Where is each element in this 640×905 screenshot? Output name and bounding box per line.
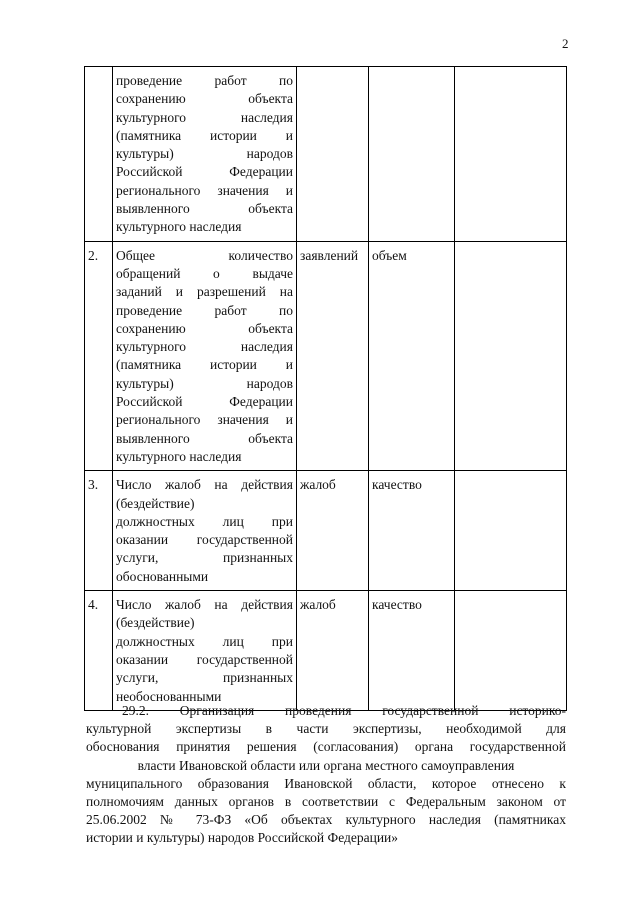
section-29-2: [86, 702, 566, 848]
indicator-name-line: Общее количество: [116, 247, 293, 263]
indicator-name-line: (памятника истории и: [116, 127, 293, 143]
indicator-name-line: необоснованными: [116, 688, 222, 704]
indicator-name-line: культурного наследия: [116, 339, 293, 355]
indicator-name-line: должностных лиц при: [116, 633, 293, 649]
indicator-name-line: культуры) народов: [116, 375, 293, 391]
indicator-name-line: регионального значения и: [116, 182, 293, 198]
section-line: полномочиям данных органов в соответствии с Федеральным законом от: [86, 794, 566, 810]
unit-cell: жалоб: [297, 591, 369, 711]
indicator-name-line: Российской Федерации: [116, 164, 293, 180]
table-row: [85, 241, 567, 471]
table-row: [85, 67, 567, 242]
empty-cell: [455, 591, 567, 711]
indicator-name: [113, 591, 297, 711]
indicators-table: [84, 66, 567, 711]
indicator-name-line: культурного наследия: [116, 109, 293, 125]
empty-cell: [455, 471, 567, 591]
indicator-name-line: (бездействие): [116, 615, 195, 631]
unit-cell: [297, 67, 369, 242]
type-cell: качество: [369, 471, 455, 591]
section-line: муниципального образования Ивановской области, которое отнесено к: [86, 775, 566, 791]
row-number: [85, 67, 113, 242]
section-line: 25.06.2002 № 73-ФЗ «Об объектах культурного наследия (памятниках: [86, 812, 566, 828]
indicator-name-line: заданий и разрешений на: [116, 284, 293, 300]
empty-cell: [455, 241, 567, 471]
page-number: 2: [562, 36, 569, 51]
section-line: власти Ивановской области или органа местного самоуправления: [137, 757, 515, 773]
indicator-name-line: услуги, признанных: [116, 670, 293, 686]
empty-cell: [455, 67, 567, 242]
indicator-name-line: Число жалоб на действия: [116, 597, 293, 613]
indicator-name-line: обращений о выдаче: [116, 265, 293, 281]
indicator-name-line: культурного наследия: [116, 219, 242, 235]
row-number: 2.: [85, 241, 113, 471]
indicator-name-line: культуры) народов: [116, 146, 293, 162]
table-row: [85, 471, 567, 591]
row-number: 3.: [85, 471, 113, 591]
indicator-name-line: сохранению объекта: [116, 91, 293, 107]
indicator-name-line: Число жалоб на действия: [116, 477, 293, 493]
indicator-name-line: выявленного объекта: [116, 430, 293, 446]
indicator-name-line: услуги, признанных: [116, 550, 293, 566]
section-line: истории и культуры) народов Российской Федерации»: [86, 830, 399, 846]
indicator-name-line: выявленного объекта: [116, 201, 293, 217]
indicator-name: [113, 67, 297, 242]
section-line: обоснования принятия решения (согласования) органа государственной: [86, 739, 566, 755]
type-cell: качество: [369, 591, 455, 711]
indicator-name-line: проведение работ по: [116, 302, 293, 318]
indicator-name-line: оказании государственной: [116, 651, 293, 667]
section-line: культурной экспертизы в части экспертизы, необходимой для: [86, 721, 566, 737]
indicator-name-line: (бездействие): [116, 495, 195, 511]
indicator-name-line: регионального значения и: [116, 412, 293, 428]
unit-cell: заявлений: [297, 241, 369, 471]
indicator-name: [113, 471, 297, 591]
indicator-name-line: оказании государственной: [116, 532, 293, 548]
indicator-name-line: обоснованными: [116, 568, 209, 584]
type-cell: объем: [369, 241, 455, 471]
indicator-name-line: должностных лиц при: [116, 513, 293, 529]
table-row: [85, 591, 567, 711]
indicator-name-line: проведение работ по: [116, 73, 293, 88]
row-number: 4.: [85, 591, 113, 711]
section-line: 29.2. Организация проведения государственной историко-: [122, 703, 566, 718]
type-cell: [369, 67, 455, 242]
indicator-name-line: (памятника истории и: [116, 357, 293, 373]
indicator-name: [113, 241, 297, 471]
indicator-name-line: Российской Федерации: [116, 394, 293, 410]
indicator-name-line: сохранению объекта: [116, 320, 293, 336]
unit-cell: жалоб: [297, 471, 369, 591]
indicator-name-line: культурного наследия: [116, 448, 242, 464]
